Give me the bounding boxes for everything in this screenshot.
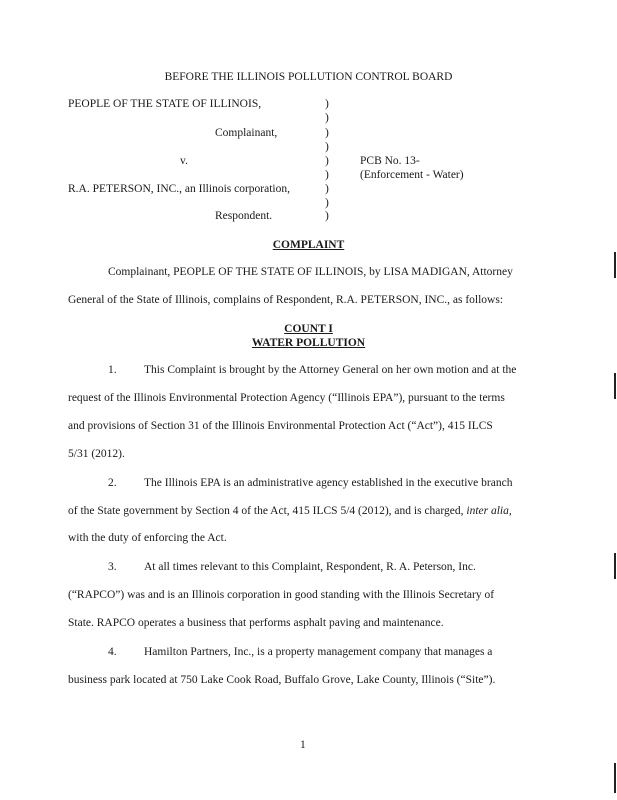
paren: ) xyxy=(325,155,329,167)
paragraph-text: of the State government by Section 4 of the Act, 415 ILCS 5/4 (2012), and is charged, xyxy=(68,505,467,517)
intro-line-1: Complainant, PEOPLE OF THE STATE OF ILLINOIS, by LISA MADIGAN, Attorney xyxy=(108,266,513,278)
paragraph-line: This Complaint is brought by the Attorney General on her own motion and at the xyxy=(144,364,517,376)
paragraph-line: 5/31 (2012). xyxy=(68,448,125,460)
paragraph-line: business park located at 750 Lake Cook Road, Buffalo Grove, Lake County, Illinois (“Site”). xyxy=(68,674,496,686)
paragraph-line: and provisions of Section 31 of the Illinois Environmental Protection Act (“Act”), 415 ILCS xyxy=(68,420,493,432)
paren: ) xyxy=(325,197,329,209)
paragraph-line: with the duty of enforcing the Act. xyxy=(68,532,227,544)
case-type: (Enforcement - Water) xyxy=(360,169,464,181)
paragraph-line xyxy=(68,504,512,518)
count-subheading: WATER POLLUTION xyxy=(251,337,366,349)
respondent-role: Respondent. xyxy=(215,210,273,222)
intro-line-2: General of the State of Illinois, complains of Respondent, R.A. PETERSON, INC., as follows: xyxy=(68,294,504,306)
paragraph-number: 4. xyxy=(108,646,117,658)
paragraph-number: 1. xyxy=(108,364,117,376)
scan-mark xyxy=(614,252,616,278)
page-number: 1 xyxy=(300,739,306,751)
paragraph-line: Hamilton Partners, Inc., is a property management company that manages a xyxy=(144,646,493,658)
paragraph-number: 2. xyxy=(108,477,117,489)
scan-mark xyxy=(614,373,616,399)
paragraph-line: The Illinois EPA is an administrative agency established in the executive branch xyxy=(144,477,513,489)
paragraph-line: (“RAPCO”) was and is an Illinois corporation in good standing with the Illinois Secretary of xyxy=(68,589,495,601)
paragraph-line: State. RAPCO operates a business that performs asphalt paving and maintenance. xyxy=(68,617,444,629)
paragraph-line: At all times relevant to this Complaint, Respondent, R. A. Peterson, Inc. xyxy=(144,561,476,573)
versus: v. xyxy=(180,155,188,167)
scan-mark xyxy=(614,553,616,579)
scan-mark xyxy=(614,763,616,793)
count-heading: COUNT I xyxy=(284,323,333,335)
paragraph-line: request of the Illinois Environmental Protection Agency (“Illinois EPA”), pursuant to the terms xyxy=(68,392,505,404)
paren: ) xyxy=(325,141,329,153)
paren: ) xyxy=(325,183,329,195)
italic-phrase: inter alia, xyxy=(466,505,512,517)
paren: ) xyxy=(325,112,329,124)
paragraph-number: 3. xyxy=(108,561,117,573)
paren: ) xyxy=(325,169,329,181)
complaint-heading: COMPLAINT xyxy=(272,239,345,251)
board-title: BEFORE THE ILLINOIS POLLUTION CONTROL BOARD xyxy=(164,71,453,83)
complainant-role: Complainant, xyxy=(215,127,278,139)
paren: ) xyxy=(325,210,329,222)
paren: ) xyxy=(325,98,329,110)
respondent-name: R.A. PETERSON, INC., an Illinois corporation, xyxy=(68,183,290,195)
paren: ) xyxy=(325,127,329,139)
complainant-name: PEOPLE OF THE STATE OF ILLINOIS, xyxy=(68,98,262,110)
case-number: PCB No. 13- xyxy=(360,155,420,167)
